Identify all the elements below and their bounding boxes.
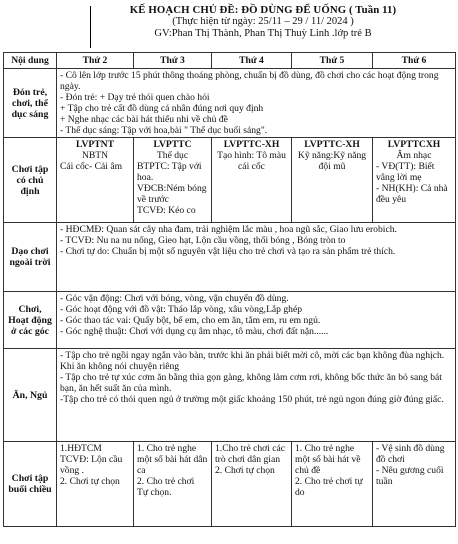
lesson-area: LVPTTCXH — [387, 139, 441, 150]
plan-teachers: GV:Phan Thị Thành, Phan Thị Thuỳ Linh .lớp trẻ B — [154, 28, 372, 39]
lesson-line: Tạo hình: Tô màu cái cốc — [217, 150, 286, 172]
chieu-line: - Nêu gương cuối tuần — [376, 465, 444, 487]
lesson-line: Thể dục — [156, 150, 189, 161]
table-row-choi-goc — [4, 292, 456, 349]
chieu-line: 2. Chơi tự chọn — [60, 476, 120, 487]
chieu-line: 1.HĐTCM — [60, 443, 102, 454]
table-row-an-ngu — [4, 349, 456, 442]
lesson-line: - VĐ(TT): Biết vâng lời mẹ — [376, 161, 435, 183]
col-header-content: Nội dung — [4, 53, 57, 69]
choi-tap-wed — [212, 138, 292, 223]
choi-tap-thu — [292, 138, 373, 223]
row-head-choi-tap: Chơi tập có chủ định — [4, 138, 57, 223]
weekly-plan-table — [3, 52, 456, 527]
lesson-area: LVPTTC — [153, 139, 192, 150]
an-ngu-line: - Tập cho trẻ tự xúc cơm ăn bằng thìa gọn gàng, không làm cơm rơi, không bốc thức ăn bỏ sang bát bạn, ăn hết suất ăn của mình. — [60, 372, 442, 394]
lesson-line: VĐCB:Ném bóng về trước — [137, 183, 207, 205]
don-tre-line: - Cô lên lớp trước 15 phút thông thoáng phòng, chuẩn bị đồ dùng, đồ chơi cho các hoạt động trong ngày. — [60, 70, 439, 92]
row-head-dao-choi: Dạo chơi ngoài trời — [4, 223, 57, 292]
choi-tap-mon — [57, 138, 134, 223]
table-row-dao-choi — [4, 223, 456, 292]
row-head-choi-goc: Chơi, Hoạt động ở các góc — [4, 292, 57, 349]
chieu-line: - Vệ sinh đồ dùng đồ chơi — [376, 443, 445, 465]
table-row-chieu — [4, 442, 456, 527]
lesson-line: - NH(KH): Cả nhà đều yêu — [376, 183, 448, 205]
choi-goc-line: - Góc thao tác vai: Quấy bột, bế em, cho em ăn, tắm em, ru em ngủ. — [60, 315, 321, 326]
don-tre-line: - Thể dục sáng: Tập với hoa,bài " Thể dục buổi sáng". — [60, 125, 268, 136]
plan-header — [88, 4, 438, 40]
chieu-mon — [57, 442, 134, 527]
chieu-line: 1. Cho trẻ nghe một số bài hát về chủ đề — [295, 443, 361, 476]
col-header-mon: Thứ 2 — [57, 53, 134, 69]
col-header-tue: Thứ 3 — [134, 53, 212, 69]
chieu-fri — [373, 442, 456, 527]
row-head-an-ngu: Ăn, Ngủ — [4, 349, 57, 442]
don-tre-line: + Tập cho trẻ cất đồ dùng cá nhân đúng nơi quy định — [60, 103, 264, 114]
lesson-area: LVPTTC-XH — [223, 139, 280, 150]
chieu-line: Tự chọn. — [137, 487, 172, 498]
chieu-thu — [292, 442, 373, 527]
col-header-thu: Thứ 5 — [292, 53, 373, 69]
table-row-choi-tap — [4, 138, 456, 223]
lesson-line: Cái cốc- Cái âm — [60, 161, 123, 172]
chieu-line: 1. Cho trẻ nghe một số bài hát dân ca — [137, 443, 208, 476]
an-ngu-line: - Tập cho trẻ ngồi ngay ngắn vào bàn, trước khi ăn phải biết mời cô, mời các bạn không đùa nghịch. Khi ăn không nói chuyện riêng — [60, 350, 445, 372]
row-head-chieu: Chơi tập buổi chiều — [4, 442, 57, 527]
choi-goc-line: - Góc hoạt động với đồ vật: Tháo lắp vòng, xâu vòng,Lắp ghép — [60, 304, 303, 315]
choi-goc-content — [57, 292, 456, 349]
chieu-tue — [134, 442, 212, 527]
lesson-line: Kỹ năng:Kỹ năng đội mũ — [297, 150, 367, 172]
col-header-wed: Thứ 4 — [212, 53, 292, 69]
row-head-don-tre: Đón trẻ, chơi, thể dục sáng — [4, 69, 57, 138]
plan-dates: (Thực hiện từ ngày: 25/11 – 29 / 11/ 2024 ) — [172, 16, 354, 27]
an-ngu-content — [57, 349, 456, 442]
chieu-line: 2. Cho trẻ chơi — [137, 476, 195, 487]
table-header-row — [4, 53, 456, 69]
chieu-line: 2. Chơi tự chọn — [215, 465, 275, 476]
col-header-fri: Thứ 6 — [373, 53, 456, 69]
dao-choi-line: - TCVĐ: Nu na nu nống, Gieo hạt, Lộn cầu vồng, thổi bóng , Bóng tròn to — [60, 235, 346, 246]
choi-goc-line: - Góc vận động: Chơi với bóng, vòng, vận chuyển đồ dùng. — [60, 293, 289, 304]
chieu-line: TCVĐ: Lộn cầu vồng . — [60, 454, 123, 476]
plan-title: KẾ HOẠCH CHỦ ĐỀ: ĐỒ DÙNG ĐỂ UỐNG ( Tuần 11) — [129, 4, 397, 16]
lesson-line: TCVĐ: Kéo co — [137, 205, 196, 216]
choi-goc-line: - Góc nghệ thuật: Chơi với dụng cụ âm nhạc, tô màu, chơi đất nặn...... — [60, 326, 329, 337]
chieu-line: 2. Cho trẻ chơi tự do — [295, 476, 363, 498]
choi-tap-fri — [373, 138, 456, 223]
don-tre-line: + Nghe nhạc các bài hát thiếu nhi về chủ đề — [60, 114, 228, 125]
dao-choi-line: - HĐCMĐ: Quan sát cây nha đam, trải nghiệm lắc màu , hoa ngũ sắc, Giao lưu erobich. — [60, 224, 397, 235]
lesson-line: Âm nhạc — [396, 150, 432, 161]
dao-choi-line: - Chơi tự do: Chuẩn bị một số nguyên vật liệu cho trẻ chơi và tạo ra sản phẩm trẻ thích. — [60, 246, 396, 257]
choi-tap-tue — [134, 138, 212, 223]
don-tre-content — [57, 69, 456, 138]
lesson-line: BTPTC: Tập với hoa. — [137, 161, 202, 183]
an-ngu-line: -Tập cho trẻ có thói quen ngủ ở trường một giấc khoảng 150 phút, trẻ ngủ ngon đúng giờ đúng giấc. — [60, 394, 444, 405]
dao-choi-content — [57, 223, 456, 292]
don-tre-line: - Đón trẻ: + Dạy trẻ thói quen chào hỏi — [60, 92, 210, 103]
chieu-line: 1.Cho trẻ chơi các trò chơi dân gian — [215, 443, 286, 465]
chieu-wed — [212, 442, 292, 527]
lesson-line: NBTN — [81, 150, 109, 161]
lesson-area: LVPTNT — [75, 139, 115, 150]
table-row-don-tre — [4, 69, 456, 138]
lesson-area: LVPTTC-XH — [304, 139, 360, 150]
